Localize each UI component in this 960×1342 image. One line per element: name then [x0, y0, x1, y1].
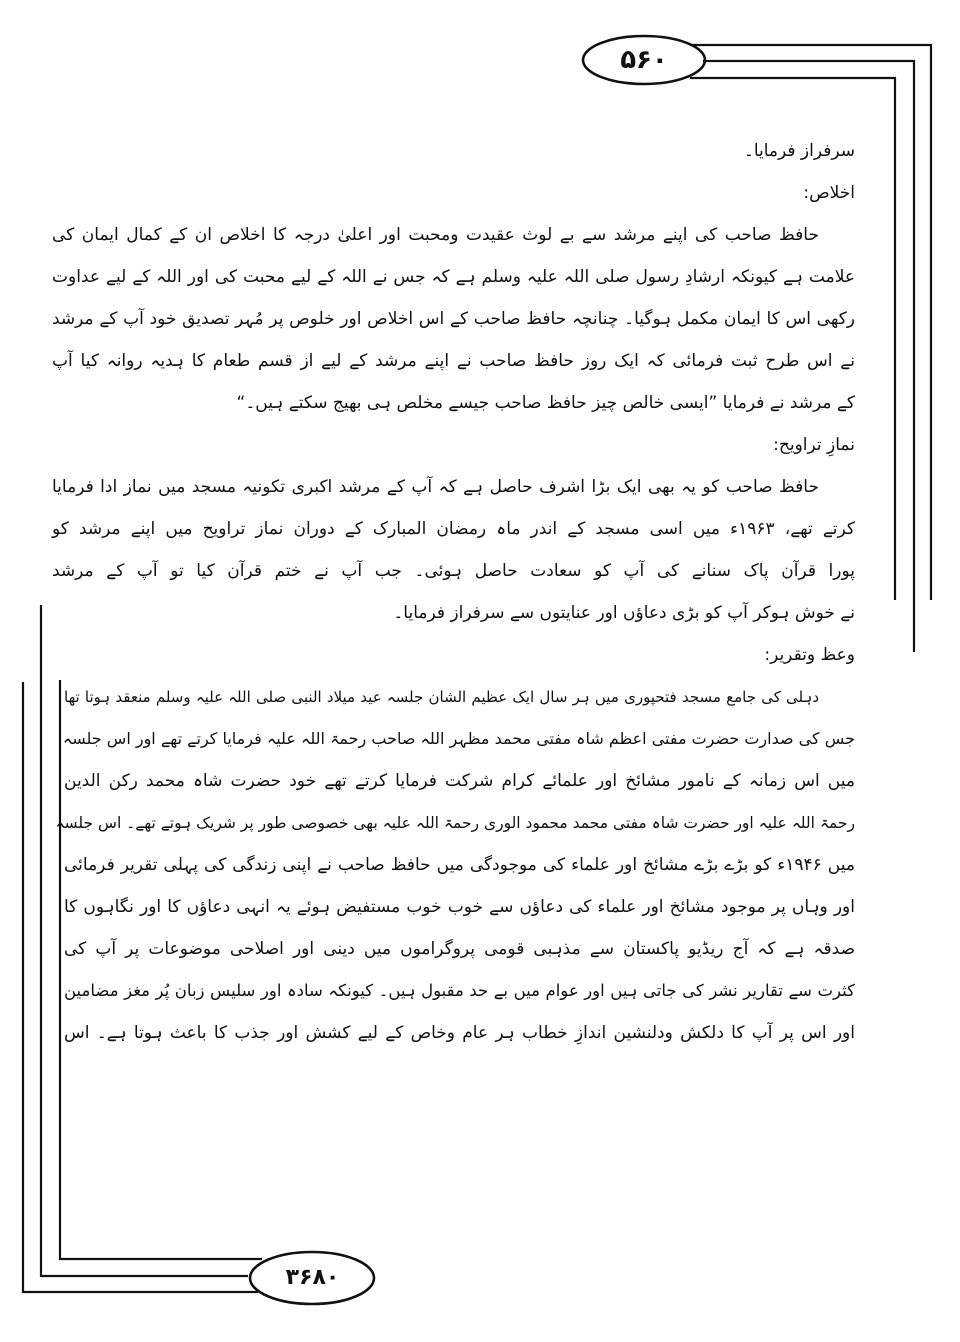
text-line: کثرت سے تقاریر نشر کی جاتی ہیں اور عوام میں بے حد مقبول ہیں۔ کیونکہ سادہ اور سلیس زبان پُر مغز مضامین	[64, 981, 855, 1000]
text-line: حافظ صاحب کو یہ بھی ایک بڑا اشرف حاصل ہے کہ آپ کے مرشد اکبری تکونیہ مسجد میں نماز ادا فرمایا	[52, 477, 819, 497]
text-line: صدقہ ہے کہ آج ریڈیو پاکستان سے مذہبی قومی پروگراموں میں دینی اور اصلاحی موضوعات پر آپ کی	[64, 939, 855, 959]
text-line: میں ۱۹۴۶ء کو بڑے بڑے مشائخ اور علماء کی موجودگی میں حافظ صاحب نے اپنی زندگی کی پہلی تقریر فرمائی	[64, 855, 855, 875]
page-number-bottom: ۳۶۸۰	[285, 1265, 340, 1290]
text-line: پورا قرآن پاک سنانے کی آپ کو سعادت حاصل ہوئی۔ جب آپ نے ختم قرآن کیا تو آپ کے مرشد	[52, 561, 855, 581]
text-line: میں اس زمانہ کے نامور مشائخ اور علمائے کرام شرکت فرمایا کرتے تھے خود حضرت شاہ محمد رکن الدین	[64, 771, 855, 791]
page-body-text	[52, 130, 855, 1054]
text-line: نے اس طرح ثبت فرمائی کہ ایک روز حافظ صاحب نے اپنے مرشد کے لیے از قسم طعام کا ہدیہ روانہ کیا آپ	[52, 351, 855, 371]
text-line: رحمۃ اللہ علیہ اور حضرت شاہ مفتی محمد محمود الوری رحمۃ اللہ علیہ بھی خصوصی طور پر شریک ہوتے تھے۔ اس جلسہ	[55, 814, 855, 832]
text-line: رکھی اس کا ایمان مکمل ہوگیا۔ چنانچہ حافظ صاحب کے اس اخلاص اور خلوص پر مُہر تصدیق خود آپ کے مرشد	[52, 309, 855, 329]
section-heading-waaz-taqreer: وعظ وتقریر:	[764, 645, 855, 665]
text-line: حافظ صاحب کی اپنے مرشد سے بے لوث عقیدت ومحبت اور اعلیٰ درجہ کا اخلاص ان کے کمال ایمان کی	[52, 225, 819, 245]
page-number-top: ۵۶۰	[620, 45, 668, 75]
text-line: کے مرشد نے فرمایا ”ایسی خالص چیز حافظ صاحب جیسے مخلص ہی بھیج سکتے ہیں۔“	[236, 393, 855, 413]
section-heading-ikhlas: اخلاص:	[803, 183, 855, 203]
section-heading-taraweeh: نمازِ تراویح:	[773, 435, 855, 455]
text-line: جس کی صدارت حضرت مفتی اعظم شاہ مفتی محمد مظہر اللہ صاحب رحمۃ اللہ علیہ فرمایا کرتے تھے اور اس جلسہ	[62, 729, 855, 748]
text-line: سرفراز فرمایا۔	[743, 141, 855, 161]
text-line: دہلی کی جامع مسجد فتحپوری میں ہر سال ایک عظیم الشان جلسہ عید میلاد النبی صلی اللہ علیہ وسلم منعقد ہوتا تھا	[64, 688, 819, 706]
text-line: نے خوش ہوکر آپ کو بڑی دعاؤں اور عنایتوں سے سرفراز فرمایا۔	[393, 603, 855, 623]
text-line: کرتے تھے، ۱۹۶۳ء میں اسی مسجد کے اندر ماہ رمضان المبارک کے دوران نماز تراویح میں اپنے مرشد کو	[52, 519, 855, 539]
text-line: اور اس پر آپ کا دلکش ودلنشین اندازِ خطاب ہر عام وخاص کے لیے کشش اور جذب کا باعث ہوتا ہے۔ اس	[64, 1023, 855, 1043]
text-line: علامت ہے کیونکہ ارشادِ رسول صلی اللہ علیہ وسلم ہے کہ جس نے اللہ کے لیے محبت کی اور اللہ کے لیے عداوت	[52, 267, 855, 287]
text-line: اور وہاں پر موجود مشائخ اور علماء کی دعاؤں سے خوب خوب مستفیض ہوئے یہ انہی دعاؤں کا اور نگاہوں کا	[64, 897, 855, 917]
